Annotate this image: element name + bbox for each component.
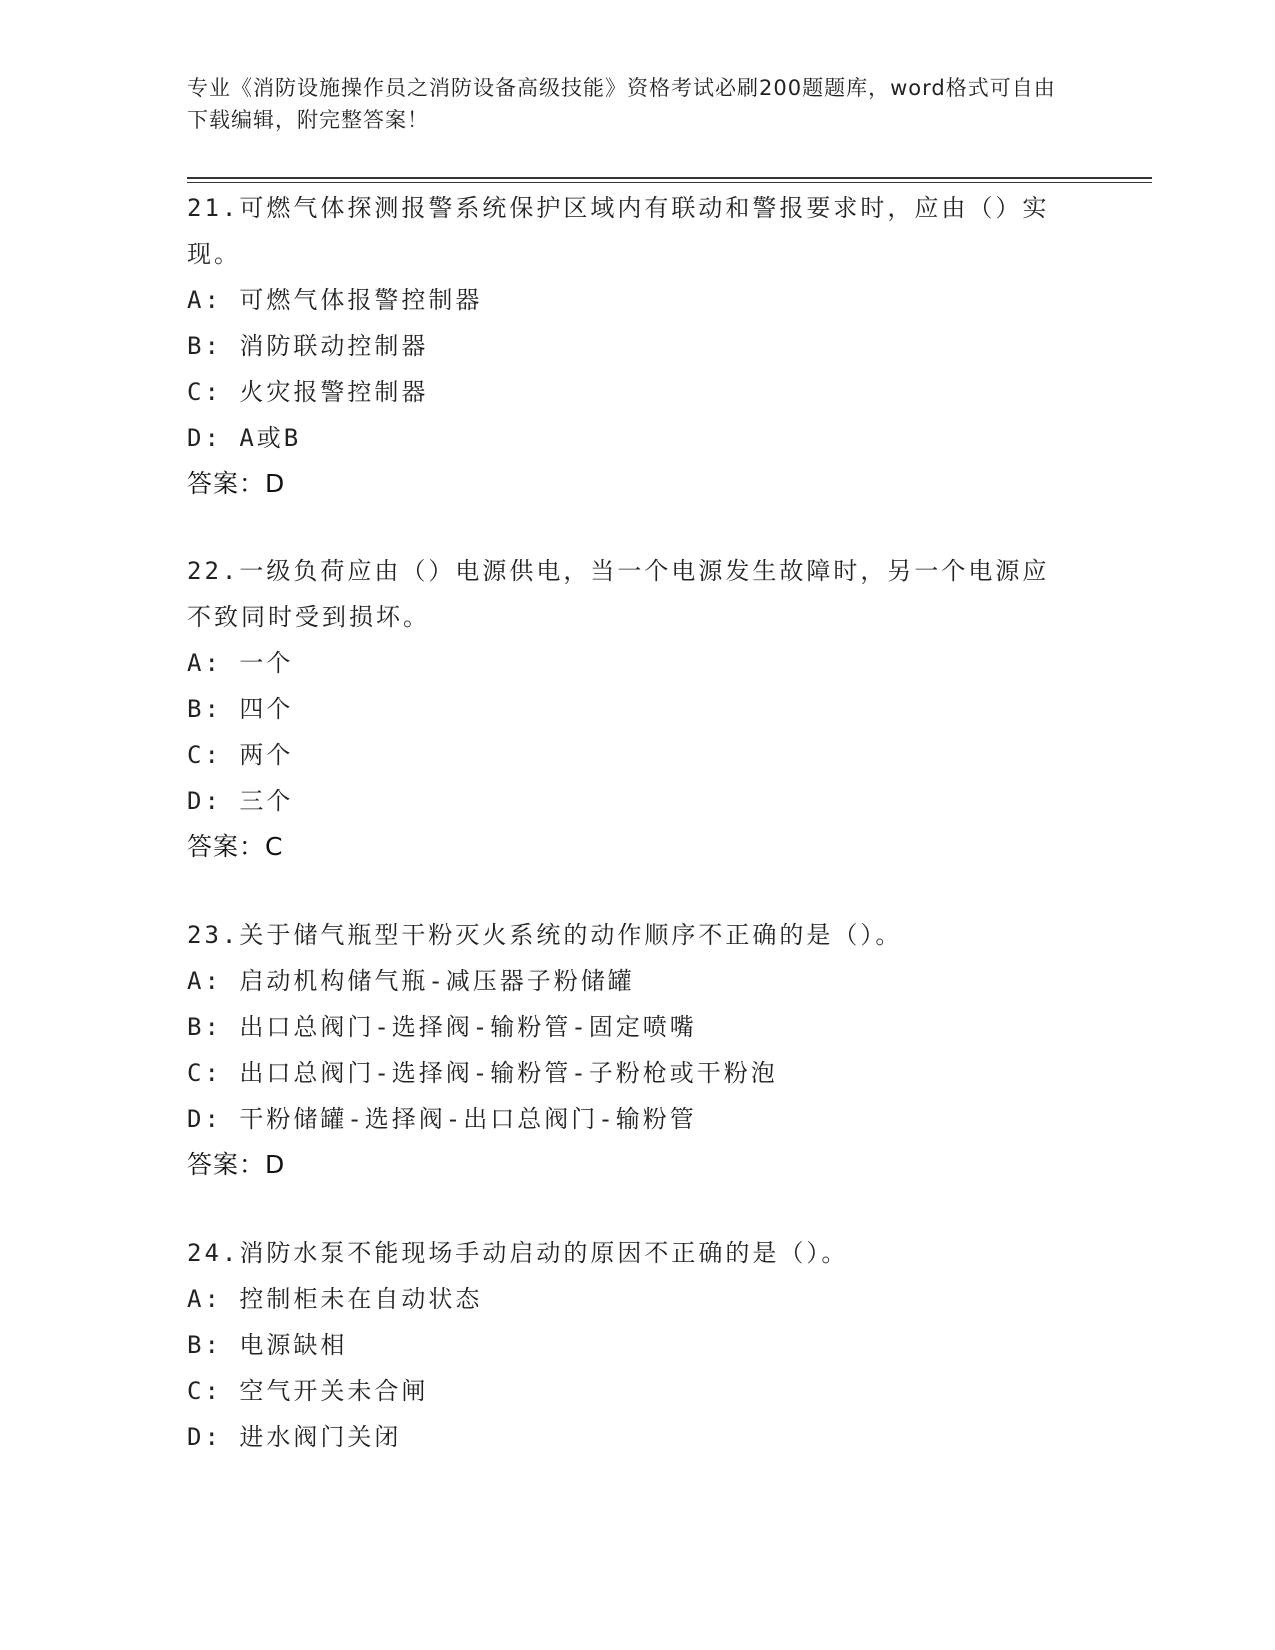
option-c: C: 空气开关未合闸 — [187, 1377, 429, 1405]
question-23 — [187, 912, 1087, 1188]
option-c: C: 两个 — [187, 741, 294, 769]
question-stem: 23.关于储气瓶型干粉灭火系统的动作顺序不正确的是（）。 — [187, 921, 903, 949]
option-d: D: 进水阀门关闭 — [187, 1423, 402, 1451]
answer: 答案：D — [187, 469, 286, 498]
answer: 答案：D — [187, 1150, 286, 1179]
option-d: D: 三个 — [187, 787, 294, 815]
header-divider-thin — [187, 182, 1152, 183]
question-22 — [187, 548, 1087, 870]
option-a: A: 启动机构储气瓶-减压器子粉储罐 — [187, 967, 635, 995]
option-d: D: A或B — [187, 424, 302, 452]
option-b: B: 消防联动控制器 — [187, 332, 429, 360]
document-header: 专业《消防设施操作员之消防设备高级技能》资格考试必刷200题题库，word格式可自由下载编辑，附完整答案！ — [187, 76, 1056, 132]
option-c: C: 火灾报警控制器 — [187, 378, 429, 406]
option-b: B: 电源缺相 — [187, 1331, 348, 1359]
question-stem: 22.一级负荷应由（）电源供电，当一个电源发生故障时，另一个电源应不致同时受到损坏。 — [187, 557, 1050, 631]
option-a: A: 一个 — [187, 649, 294, 677]
option-b: B: 出口总阀门-选择阀-输粉管-固定喷嘴 — [187, 1013, 697, 1041]
question-stem: 24.消防水泵不能现场手动启动的原因不正确的是（）。 — [187, 1239, 849, 1267]
question-21 — [187, 185, 1087, 507]
answer: 答案：C — [187, 832, 284, 861]
header-divider-thick — [187, 177, 1152, 179]
question-24 — [187, 1230, 1087, 1460]
option-d: D: 干粉储罐-选择阀-出口总阀门-输粉管 — [187, 1105, 697, 1133]
option-c: C: 出口总阀门-选择阀-输粉管-子粉枪或干粉泡 — [187, 1059, 778, 1087]
option-a: A: 可燃气体报警控制器 — [187, 286, 483, 314]
question-stem: 21.可燃气体探测报警系统保护区域内有联动和警报要求时，应由（）实现。 — [187, 194, 1050, 268]
option-b: B: 四个 — [187, 695, 294, 723]
option-a: A: 控制柜未在自动状态 — [187, 1285, 483, 1313]
